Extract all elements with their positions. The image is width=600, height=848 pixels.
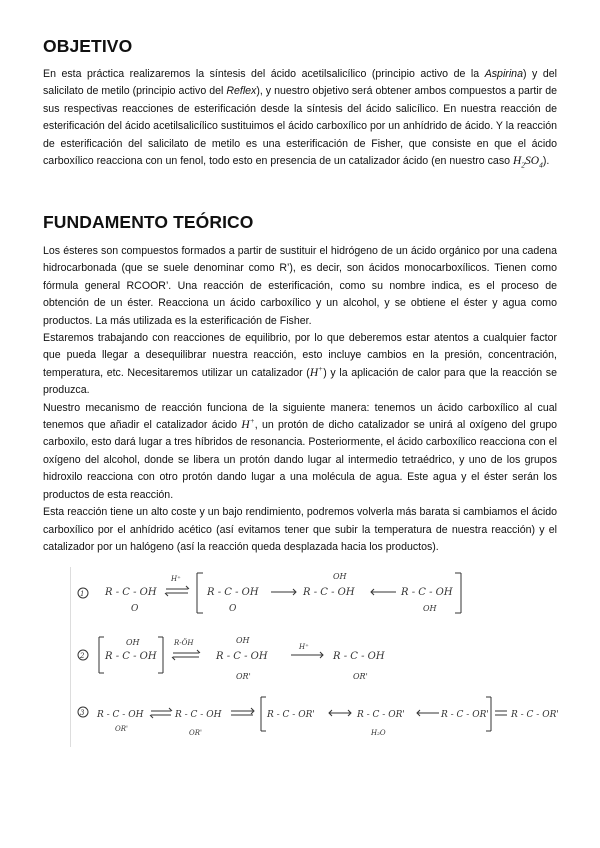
svg-text:OH: OH — [126, 638, 140, 647]
equilibrium-arrow — [150, 708, 172, 718]
italic-term: Reflex — [226, 85, 257, 98]
text-fragment: ). — [542, 155, 550, 168]
equilibrium-arrow — [495, 711, 507, 715]
text-fragment: En esta práctica realizaremos la síntesis del ácido acetilsalicílico (principio activo de la — [43, 68, 485, 80]
paragraph: Esta reacción tiene un alto coste y un bajo rendimiento, podremos volverla más barata si cambiamos el ácido carboxílico por el anhídrido acético (así evitamos tener que subir la temperatura de nuestra reacción) y el catalizador por un halógeno (así la reacción queda desplazada hacia los productos). — [43, 506, 557, 553]
svg-text:OH: OH — [423, 604, 437, 613]
bracket-right — [455, 573, 461, 613]
resonance-arrow — [417, 710, 439, 716]
svg-text:OR': OR' — [236, 672, 251, 681]
svg-text:R - C - OH: R - C - OH — [216, 651, 268, 662]
section-title-fundamento: FUNDAMENTO TEÓRICO — [43, 212, 254, 232]
catalyst-symbol: H+ — [241, 416, 255, 432]
formula-h2so4: $H_2SO_4$ — [512, 155, 543, 170]
equilibrium-arrow — [231, 708, 254, 715]
svg-text:R - C - OH: R - C - OH — [105, 587, 157, 598]
svg-text:R - C - OR': R - C - OR' — [441, 710, 489, 720]
svg-text:R-ÖH: R-ÖH — [174, 639, 194, 647]
svg-text:H⁺: H⁺ — [171, 575, 181, 583]
reaction-arrow — [291, 652, 323, 658]
resonance-arrow — [371, 589, 396, 595]
svg-text:R - C - OH: R - C - OH — [401, 587, 453, 598]
objetivo-paragraph — [43, 66, 557, 170]
svg-text:O: O — [131, 604, 139, 614]
svg-text:R - C - OH: R - C - OH — [207, 587, 259, 598]
paragraph: Los ésteres son compuestos formados a partir de sustituir el hidrógeno de un ácido orgánico por una cadena hidrocarbonada (que se suele denominar como R’), es decir, son ácidos monocarboxílicos. Tienen como fórmula general RCOOR’. Una reacción de esterificación, como su nombre indica, es el proceso de obtención de un éster. Reacciona un ácido carboxílico y un alcohol, y se obtiene el éster y agua como productos. La más utilizada es la esterificación de Fisher. — [43, 245, 557, 327]
resonance-arrow — [271, 589, 296, 595]
svg-text:2: 2 — [80, 652, 85, 660]
svg-text:R - C - OH: R - C - OH — [175, 710, 222, 720]
svg-text:R - C - OH: R - C - OH — [333, 651, 385, 662]
svg-text:R - C - OR': R - C - OR' — [357, 710, 405, 720]
equilibrium-arrow — [165, 586, 189, 596]
svg-text:3: 3 — [80, 709, 85, 717]
svg-text:H₂O: H₂O — [371, 729, 386, 737]
svg-text:1: 1 — [80, 590, 85, 598]
resonance-arrow — [329, 710, 351, 716]
paragraph: Estaremos trabajando con reacciones de equilibrio, por lo que deberemos estar atentos a cualquier factor que pueda llegar a desequilibrar nuestra reacción, esto incluye cambios en la presión, concentración, temperatura, etc. Necesitaremos utilizar un catalizador (H+) y la aplicación de calor para que la reacción se produzca. — [43, 332, 557, 397]
catalyst-symbol: H+ — [309, 364, 324, 379]
svg-text:O: O — [229, 604, 237, 614]
svg-text:H⁺: H⁺ — [299, 643, 309, 651]
svg-text:R - C - OH: R - C - OH — [105, 651, 157, 662]
equilibrium-arrow — [172, 650, 200, 660]
text-fragment: ), y nuestro objetivo será obtener ambos compuestos a partir de sus respectivas reacciones de esterificación desde la síntesis del ácido salicílico. En nuestra reacción de esterificación del ácido acetilsalicílico sustituimos el ácido carboxílico por un anhídrido de ácido. Y la reacción de esterificación del salicilato de metilo es una esterificación de Fisher, que consiste en que el ácido carboxílico reacciona con un fenol, todo esto en presencia de un catalizador ácido (en nuestro caso — [43, 85, 557, 168]
bracket-left — [197, 573, 203, 613]
italic-term: Aspirina — [484, 68, 523, 80]
svg-text:OR': OR' — [353, 672, 368, 681]
svg-text:OR': OR' — [189, 729, 202, 737]
text-fragment: ) y del salicilato de metilo (principio activo del — [43, 68, 557, 98]
section-title-objetivo: OBJETIVO — [43, 36, 133, 56]
svg-text:OH: OH — [333, 572, 347, 581]
fundamento-body — [43, 243, 557, 556]
svg-text:R - C - OH: R - C - OH — [303, 587, 355, 598]
svg-text:R - C - OR': R - C - OR' — [511, 710, 559, 720]
svg-text:R - C - OH: R - C - OH — [97, 710, 144, 720]
svg-text:R - C - OR': R - C - OR' — [267, 710, 315, 720]
svg-text:OR': OR' — [115, 725, 128, 733]
paragraph: Nuestro mecanismo de reacción funciona de la siguiente manera: tenemos un ácido carboxílico al cual tenemos que añadir el catalizador ácido H+, un protón de dicho catalizador se unirá al oxígeno del grupo carboxilo, esto dará lugar a tres híbridos de resonancia. Posteriormente, el ácido carboxílico reacciona con el oxígeno del alcohol, donde se libera un protón dando lugar al intermedio tetraédrico, y uno de los grupos hidroxilo reacciona con otro protón dando lugar a una molécula de agua. Este agua y el éster serán los productos de esta reacción. — [43, 401, 558, 501]
reaction-mechanism-figure — [70, 567, 559, 747]
svg-text:OH: OH — [236, 636, 250, 645]
